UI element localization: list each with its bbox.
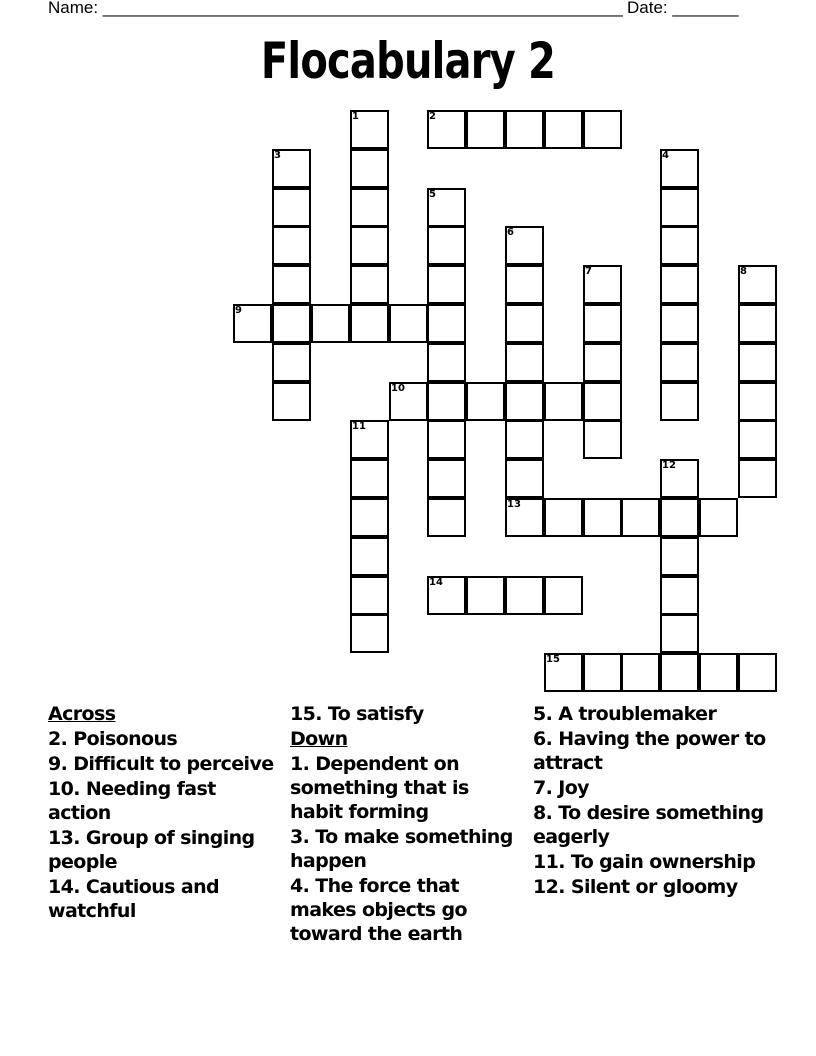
grid-number: 4: [662, 150, 669, 161]
clue-number: 6.: [533, 728, 553, 750]
grid-cell[interactable]: [350, 149, 389, 188]
grid-cell[interactable]: [466, 382, 505, 421]
clue-number: 13.: [48, 827, 80, 849]
grid-cell[interactable]: [660, 382, 699, 421]
clue-number: 5.: [533, 703, 553, 725]
grid-cell[interactable]: [427, 265, 466, 304]
clue-down-7: [533, 776, 769, 800]
down-heading: Down: [290, 728, 348, 750]
grid-number: 2: [429, 111, 436, 122]
grid-cell[interactable]: [350, 614, 389, 653]
grid-cell[interactable]: [505, 382, 544, 421]
grid-cell[interactable]: [427, 343, 466, 382]
grid-number: 8: [740, 266, 747, 277]
clue-across-2: [48, 727, 284, 751]
clue-down-3: [290, 825, 526, 873]
grid-cell[interactable]: [272, 226, 311, 265]
grid-cell[interactable]: [350, 265, 389, 304]
grid-cell[interactable]: [505, 459, 544, 498]
name-field-label: Name: _______________________________________________________: [48, 0, 623, 17]
grid-cell[interactable]: [272, 188, 311, 227]
grid-number: 3: [274, 150, 281, 161]
clue-down-5: [533, 702, 769, 726]
clue-text: Dependent on something that is habit forming: [290, 753, 469, 823]
clue-number: 8.: [533, 802, 553, 824]
clue-text: Group of singing people: [48, 827, 255, 873]
page-title: Flocabulary 2: [260, 32, 556, 90]
grid-cell[interactable]: [505, 343, 544, 382]
grid-cell[interactable]: [350, 304, 389, 343]
grid-cell[interactable]: [389, 304, 428, 343]
grid-cell[interactable]: [660, 653, 699, 692]
grid-number: 10: [391, 383, 405, 394]
grid-cell[interactable]: [272, 382, 311, 421]
grid-cell[interactable]: [738, 420, 777, 459]
clues-column-3: [533, 702, 769, 900]
grid-cell[interactable]: [350, 576, 389, 615]
grid-cell[interactable]: [311, 304, 350, 343]
grid-cell[interactable]: [583, 304, 622, 343]
grid-cell[interactable]: [350, 188, 389, 227]
grid-cell[interactable]: [272, 265, 311, 304]
grid-cell[interactable]: [583, 420, 622, 459]
grid-cell[interactable]: [350, 459, 389, 498]
clue-down-8: [533, 801, 769, 849]
clue-text: Joy: [552, 777, 589, 799]
grid-cell[interactable]: [272, 343, 311, 382]
clue-across-14: [48, 875, 284, 923]
grid-cell[interactable]: [583, 653, 622, 692]
grid-cell[interactable]: [738, 343, 777, 382]
clue-down-11: [533, 850, 769, 874]
clue-number: 15.: [290, 703, 322, 725]
clue-down-4: [290, 874, 526, 946]
grid-cell[interactable]: [738, 459, 777, 498]
clue-number: 3.: [290, 826, 310, 848]
grid-cell[interactable]: [544, 576, 583, 615]
across-heading: Across: [48, 703, 116, 725]
grid-cell[interactable]: [583, 110, 622, 149]
grid-cell[interactable]: [544, 498, 583, 537]
grid-cell[interactable]: [738, 653, 777, 692]
grid-cell[interactable]: [660, 265, 699, 304]
clue-text: Poisonous: [67, 728, 178, 750]
grid-cell[interactable]: [583, 343, 622, 382]
grid-cell[interactable]: [505, 576, 544, 615]
grid-cell[interactable]: [738, 382, 777, 421]
clue-across-13: [48, 826, 284, 874]
grid-cell[interactable]: [699, 498, 738, 537]
grid-cell[interactable]: [660, 498, 699, 537]
clue-text: Having the power to attract: [533, 728, 766, 774]
grid-cell[interactable]: [350, 537, 389, 576]
grid-cell[interactable]: [427, 304, 466, 343]
clue-number: 11.: [533, 851, 565, 873]
grid-cell[interactable]: [505, 110, 544, 149]
grid-cell[interactable]: [427, 226, 466, 265]
grid-cell[interactable]: [660, 576, 699, 615]
grid-number: 9: [235, 305, 242, 316]
clue-text: Silent or gloomy: [564, 876, 738, 898]
grid-cell[interactable]: [621, 498, 660, 537]
grid-cell[interactable]: [427, 459, 466, 498]
grid-cell[interactable]: [466, 110, 505, 149]
grid-cell[interactable]: [660, 188, 699, 227]
clues-column-2: [290, 702, 526, 947]
grid-cell[interactable]: [583, 498, 622, 537]
grid-cell[interactable]: [660, 343, 699, 382]
clue-across-15: [290, 702, 526, 726]
clue-text: A troublemaker: [552, 703, 717, 725]
grid-cell[interactable]: [660, 614, 699, 653]
grid-number: 7: [585, 266, 592, 277]
clue-text: To satisfy: [321, 703, 424, 725]
grid-cell[interactable]: [272, 304, 311, 343]
clue-text: Difficult to perceive: [67, 753, 274, 775]
clues-column-1: [48, 702, 284, 924]
clue-across-9: [48, 752, 284, 776]
clue-text: Cautious and watchful: [48, 876, 220, 922]
clue-down-12: [533, 875, 769, 899]
clue-text: To desire something eagerly: [533, 802, 764, 848]
clue-across-10: [48, 777, 284, 825]
grid-number: 11: [352, 421, 366, 432]
grid-number: 6: [507, 227, 514, 238]
clue-number: 1.: [290, 753, 310, 775]
grid-number: 14: [429, 577, 443, 588]
grid-cell[interactable]: [505, 304, 544, 343]
clue-down-1: [290, 752, 526, 824]
grid-number: 12: [662, 460, 676, 471]
clue-number: 4.: [290, 875, 310, 897]
grid-number: 5: [429, 189, 436, 200]
grid-number: 1: [352, 111, 359, 122]
grid-cell[interactable]: [350, 226, 389, 265]
grid-cell[interactable]: [738, 304, 777, 343]
clue-text: To make something happen: [290, 826, 513, 872]
grid-cell[interactable]: [699, 653, 738, 692]
clue-number: 14.: [48, 876, 80, 898]
clue-text: To gain ownership: [564, 851, 756, 873]
grid-cell[interactable]: [621, 653, 660, 692]
grid-cell[interactable]: [544, 382, 583, 421]
clue-number: 7.: [533, 777, 553, 799]
grid-cell[interactable]: [427, 382, 466, 421]
date-field-label: Date: _______: [627, 0, 739, 17]
grid-cell[interactable]: [466, 576, 505, 615]
grid-cell[interactable]: [544, 110, 583, 149]
grid-number: 13: [507, 499, 521, 510]
clue-number: 10.: [48, 778, 80, 800]
grid-cell[interactable]: [583, 382, 622, 421]
clue-number: 12.: [533, 876, 565, 898]
clue-number: 9.: [48, 753, 68, 775]
grid-cell[interactable]: [660, 537, 699, 576]
grid-cell[interactable]: [660, 304, 699, 343]
grid-cell[interactable]: [427, 498, 466, 537]
clue-number: 2.: [48, 728, 68, 750]
grid-cell[interactable]: [505, 420, 544, 459]
grid-cell[interactable]: [427, 420, 466, 459]
clue-down-6: [533, 727, 769, 775]
grid-cell[interactable]: [350, 498, 389, 537]
clue-text: The force that makes objects go toward the earth: [290, 875, 467, 945]
grid-cell[interactable]: [505, 265, 544, 304]
grid-cell[interactable]: [660, 226, 699, 265]
clue-text: Needing fast action: [48, 778, 216, 824]
grid-number: 15: [546, 654, 560, 665]
